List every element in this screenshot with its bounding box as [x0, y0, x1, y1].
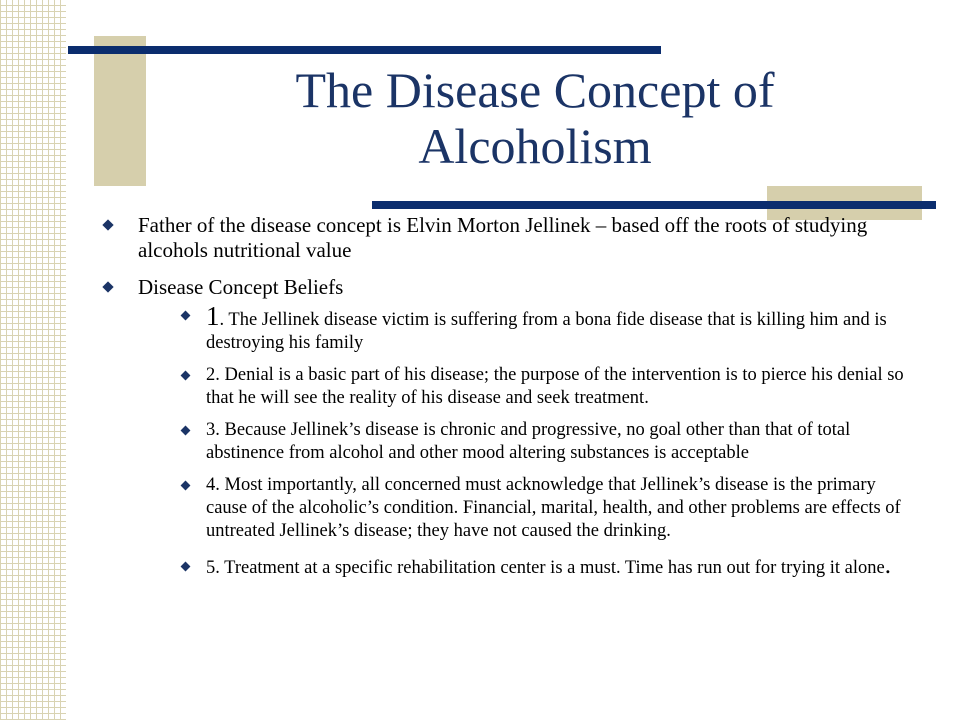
square-bullet-icon [181, 481, 191, 491]
decorative-navy-line-right [372, 201, 936, 209]
sub-bullet-text: 4. Most importantly, all concerned must acknowledge that Jellinek’s disease is the primary cause of the alcoholic’s condition. Financial, marital, health, and other problems are effects of untreated Jellinek’s disease; they have not caused the drinking. [206, 475, 901, 541]
sub-bullet-text: 3. Because Jellinek’s disease is chronic and progressive, no goal other than that of total abstinence from alcohol and other mood altering substances is acceptable [206, 420, 851, 463]
diamond-bullet-icon [102, 219, 113, 230]
decorative-navy-line-top [68, 46, 661, 54]
sub-bullet-list [182, 301, 904, 582]
bullet-item [104, 213, 904, 263]
sub-bullet-text: . The Jellinek disease victim is suffering from a bona fide disease that is killing him and is destroying his family [206, 310, 887, 353]
sub-bullet-item [182, 364, 904, 410]
sub-bullet-text: 5. Treatment at a specific rehabilitation center is a must. Time has run out for trying it alone [206, 558, 885, 578]
slide-title [200, 62, 870, 174]
bullet-item [104, 275, 904, 582]
sub-bullet-item [182, 474, 904, 543]
sub-bullet-item [182, 419, 904, 465]
square-bullet-icon [181, 562, 191, 572]
bullet-text: Father of the disease concept is Elvin Morton Jellinek – based off the roots of studying alcohols nutritional value [138, 213, 868, 262]
slide-content [104, 213, 904, 594]
diamond-bullet-icon [102, 281, 113, 292]
sub-bullet-text: 2. Denial is a basic part of his disease; the purpose of the intervention is to pierce his denial so that he will see the reality of his disease and seek treatment. [206, 365, 904, 408]
decorative-tan-block-left [94, 36, 146, 186]
square-bullet-icon [181, 426, 191, 436]
slide-title-line-1: The Disease Concept of [295, 62, 775, 118]
sub-bullet-item [182, 301, 904, 355]
decorative-grid-strip [0, 0, 66, 720]
bullet-text: Disease Concept Beliefs [138, 275, 344, 299]
slide-title-line-2: Alcoholism [418, 118, 652, 174]
square-bullet-icon [181, 371, 191, 381]
sub-bullet-item [182, 552, 904, 582]
sub-bullet-lead-number: 1 [206, 301, 220, 331]
square-bullet-icon [181, 311, 191, 321]
sub-bullet-period: . [884, 552, 891, 579]
